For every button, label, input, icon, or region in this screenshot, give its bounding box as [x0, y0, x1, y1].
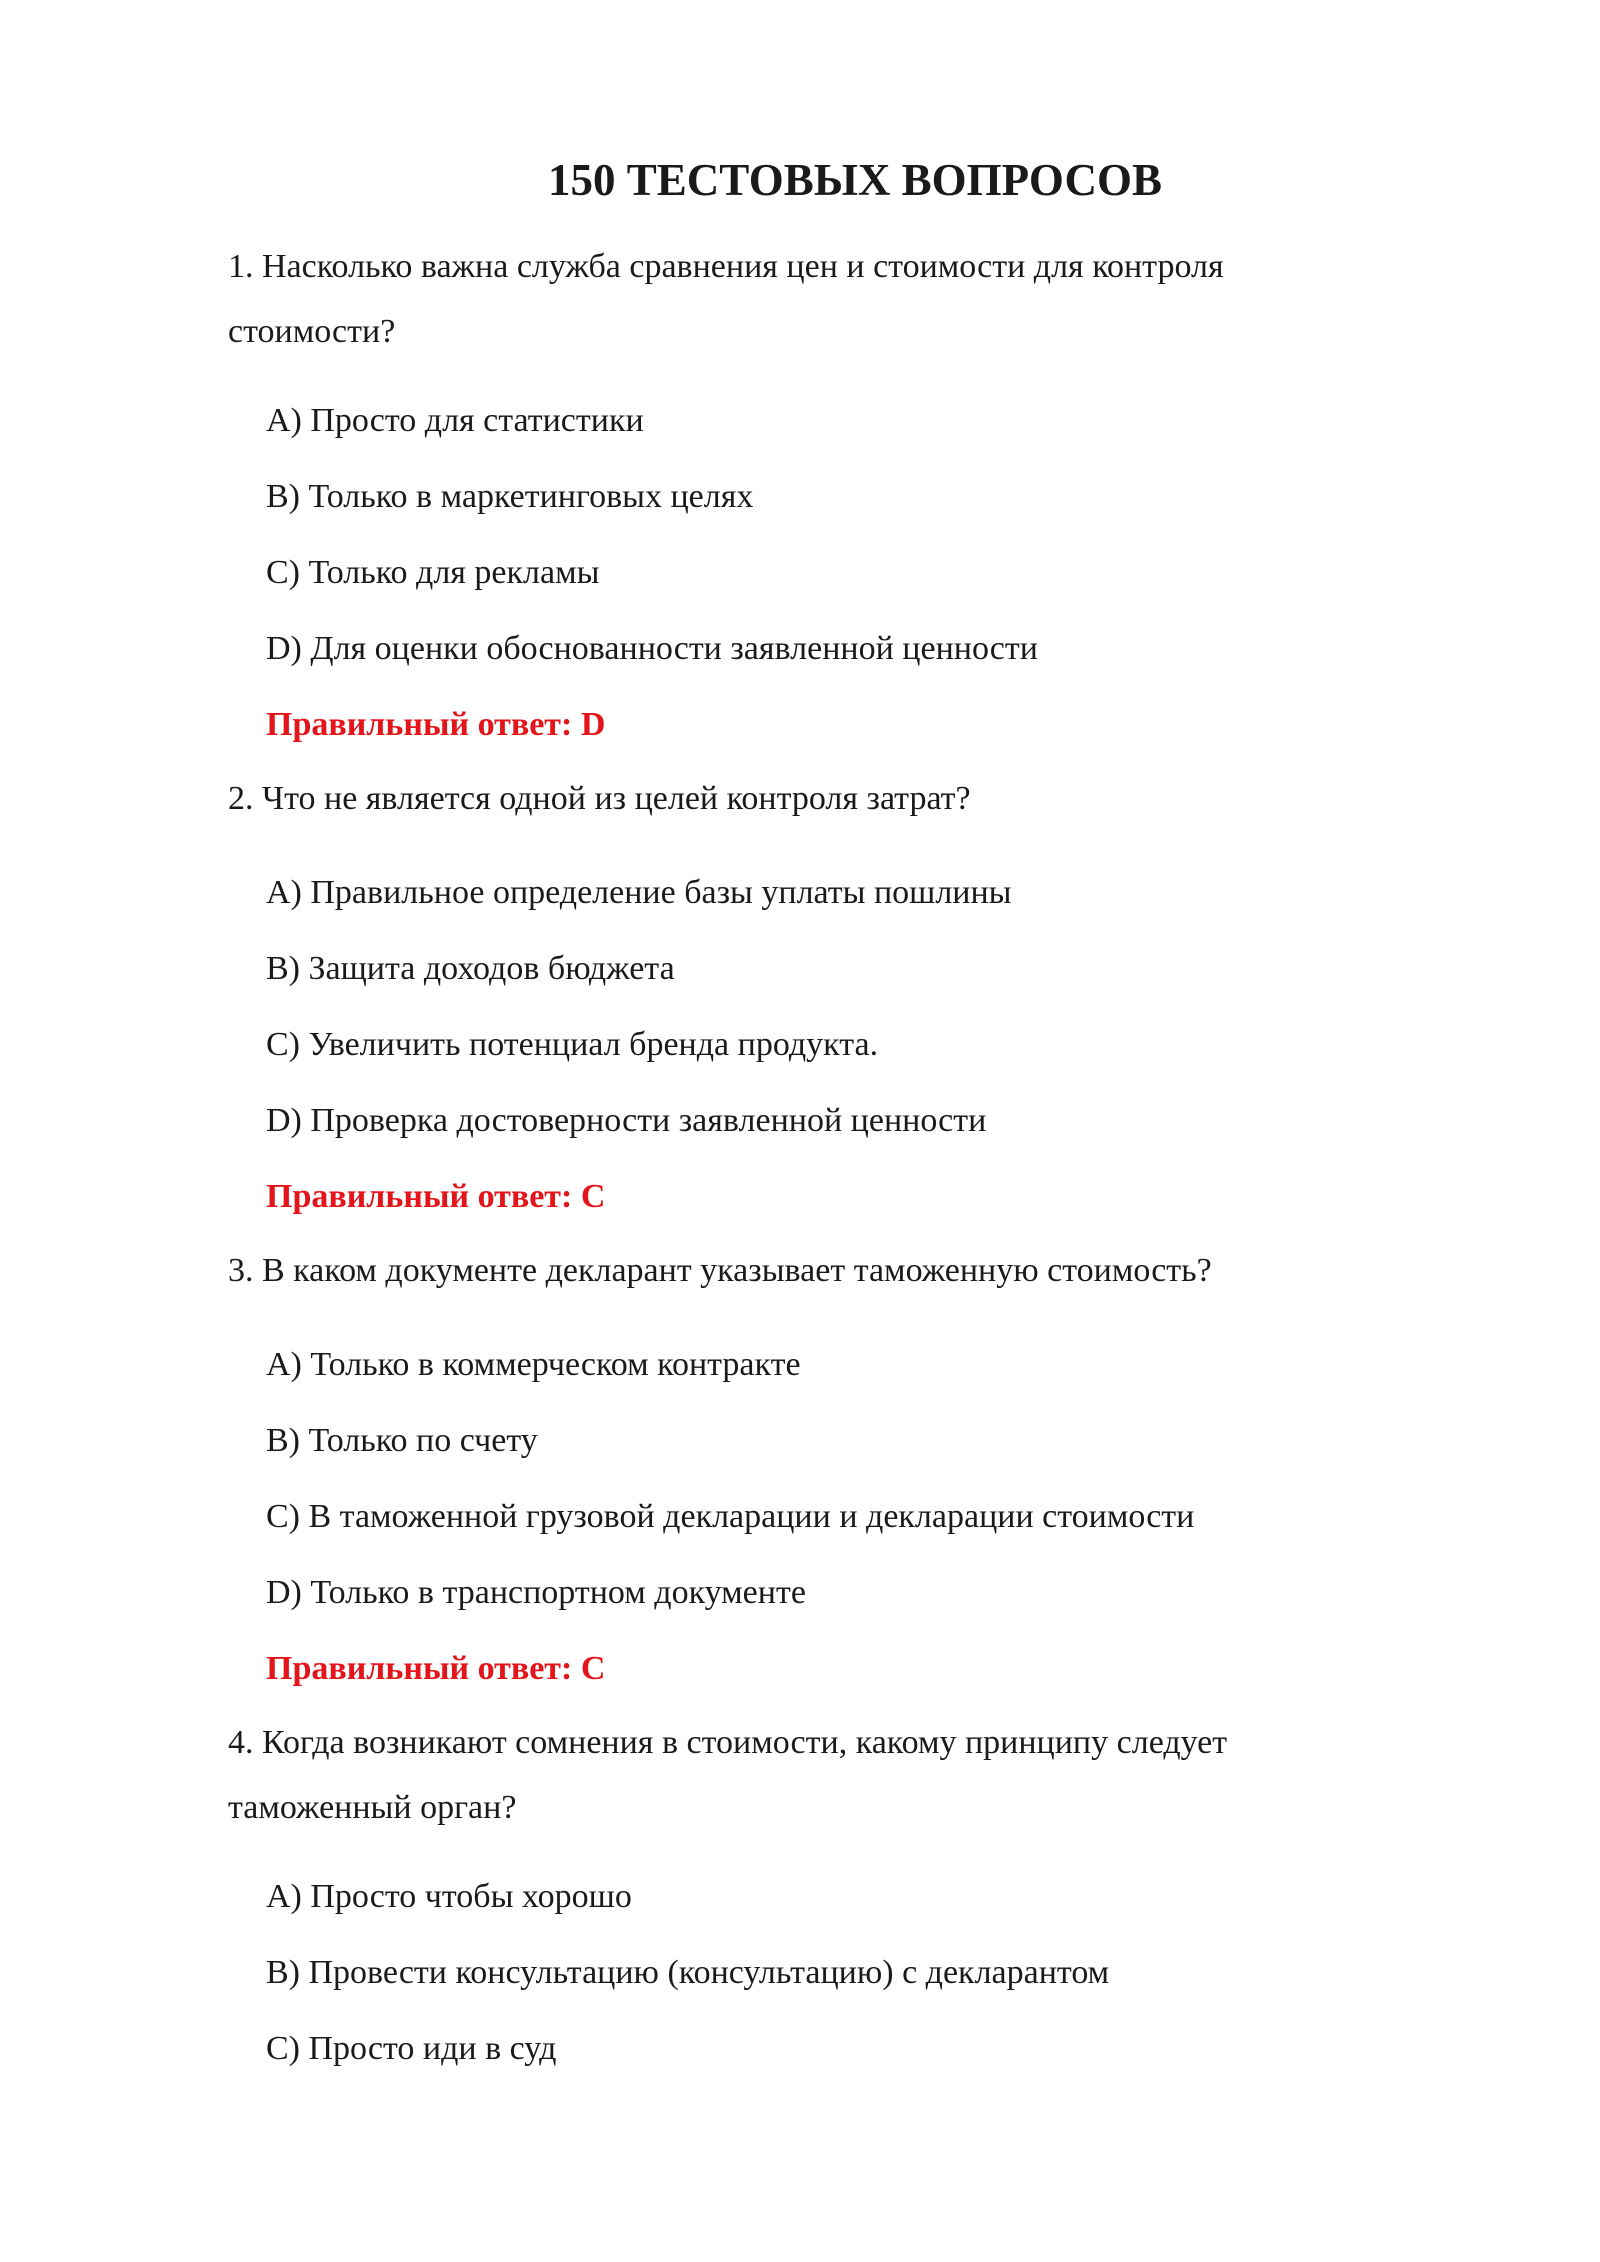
question-3-option-d: D) Только в транспортном документе [266, 1574, 806, 1611]
question-2-option-b: B) Защита доходов бюджета [266, 950, 675, 987]
question-3-option-b: B) Только по счету [266, 1422, 538, 1459]
question-3-option-c: C) В таможенной грузовой декларации и декларации стоимости [266, 1498, 1195, 1535]
question-4-option-c: C) Просто иди в суд [266, 2030, 557, 2067]
question-4-option-a: A) Просто чтобы хорошо [266, 1878, 632, 1915]
question-4-text: 4. Когда возникают сомнения в стоимости, какому принципу следует таможенный орган? [228, 1724, 1228, 1826]
question-2-option-d: D) Проверка достоверности заявленной ценности [266, 1102, 987, 1139]
question-1-option-b: B) Только в маркетинговых целях [266, 478, 754, 515]
question-3-text: 3. В каком документе декларант указывает таможенную стоимость? [228, 1252, 1212, 1289]
question-1-option-a: A) Просто для статистики [266, 402, 644, 439]
question-1-option-d: D) Для оценки обоснованности заявленной ценности [266, 630, 1038, 667]
document-title: 150 ТЕСТОВЫХ ВОПРОСОВ [548, 155, 1162, 205]
question-2-option-a: A) Правильное определение базы уплаты пошлины [266, 874, 1012, 911]
question-1-answer: Правильный ответ: D [266, 706, 606, 743]
question-3-option-a: A) Только в коммерческом контракте [266, 1346, 801, 1383]
question-4-option-b: B) Провести консультацию (консультацию) с декларантом [266, 1954, 1110, 1991]
question-2-option-c: C) Увеличить потенциал бренда продукта. [266, 1026, 879, 1063]
question-1-option-c: C) Только для рекламы [266, 554, 600, 591]
question-2-text: 2. Что не является одной из целей контроля затрат? [228, 780, 971, 817]
question-1-text: 1. Насколько важна служба сравнения цен и стоимости для контроля стоимости? [228, 248, 1224, 350]
question-3-answer: Правильный ответ: C [266, 1650, 606, 1687]
question-2-answer: Правильный ответ: C [266, 1178, 606, 1215]
